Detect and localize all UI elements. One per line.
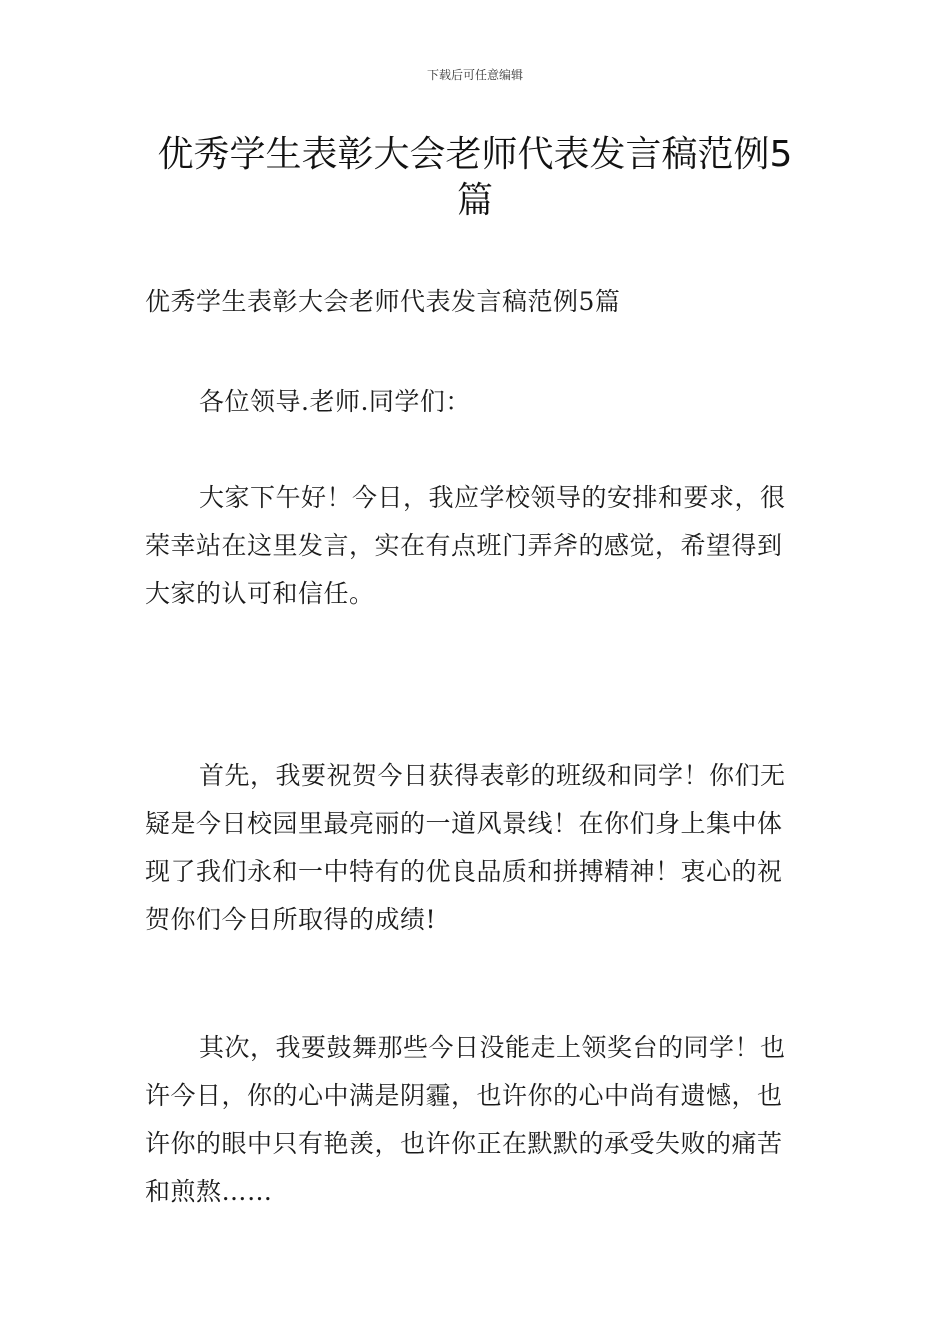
paragraph-congratulations: 首先，我要祝贺今日获得表彰的班级和同学！你们无疑是今日校园里最亮丽的一道风景线！在你们身上集中体现了我们永和一中特有的优良品质和拼搏精神！衷心的祝贺你们今日所取得的成绩! [145,761,786,934]
document-title: 优秀学生表彰大会老师代表发言稿范例5篇 [157,134,793,221]
greeting-line: 各位领导.老师.同学们： [199,387,471,416]
header-note: 下载后可任意编辑 [426,68,523,82]
paragraph-opening: 大家下午好！今日，我应学校领导的安排和要求，很荣幸站在这里发言，实在有点班门弄斧的感觉，希望得到大家的认可和信任。 [145,483,786,608]
paragraph-encouragement: 其次，我要鼓舞那些今日没能走上领奖台的同学！也许今日，你的心中满是阴霾，也许你的心中尚有遗憾，也许你的眼中只有艳羡，也许你正在默默的承受失败的痛苦和煎熬…… [145,1033,786,1206]
document-subtitle: 优秀学生表彰大会老师代表发言稿范例5篇 [145,287,621,316]
